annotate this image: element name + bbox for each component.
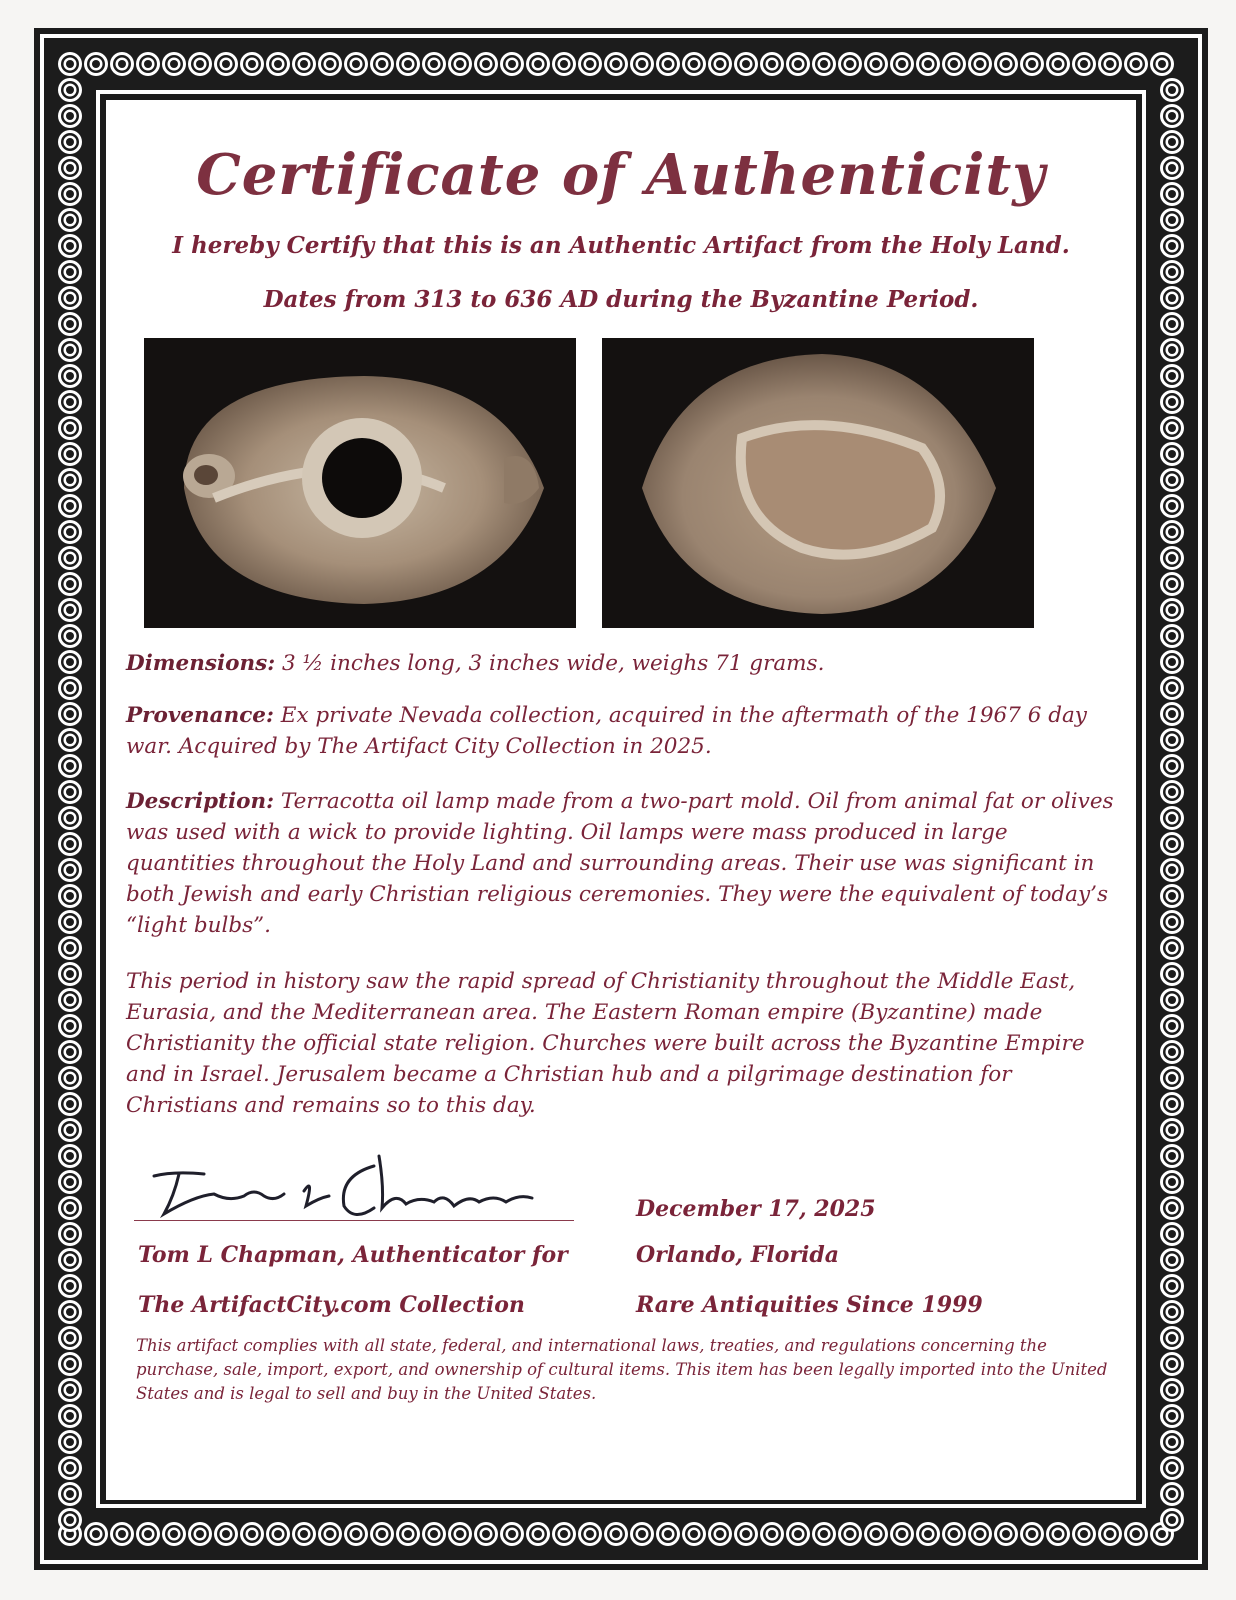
authenticator-line: Tom L Chapman, Authenticator for [138, 1242, 568, 1268]
provenance-text: Ex private Nevada collection, acquired in the aftermath of the 1967 6 day war. Acquired by The Artifact City Collection in 2025. [126, 703, 1087, 759]
collection-line: The ArtifactCity.com Collection [138, 1292, 525, 1318]
certify-statement: I hereby Certify that this is an Authentic Artifact from the Holy Land. [172, 232, 1070, 259]
handwritten-signature [134, 1136, 574, 1226]
certificate-panel [106, 100, 1136, 1500]
dimensions-text: 3 ½ inches long, 3 inches wide, weighs 71 grams. [282, 651, 825, 676]
description-label: Description: [126, 789, 275, 814]
dates-statement: Dates from 313 to 636 AD during the Byzantine Period. [263, 286, 979, 313]
dimensions-label: Dimensions: [126, 651, 276, 676]
certificate-date: December 17, 2025 [636, 1196, 876, 1222]
certificate-title: Certificate of Authenticity [196, 142, 1046, 208]
legal-disclaimer: This artifact complies with all state, federal, and international laws, treaties, and regulations concerning the purchase, sale, import, export, and ownership of cultural items. This item has been legally imported into the United States and is legal to sell and buy in the United States. [136, 1336, 1108, 1403]
tagline: Rare Antiquities Since 1999 [636, 1292, 983, 1318]
description-text: Terracotta oil lamp made from a two-part mold. Oil from animal fat or olives was used with a wick to provide lighting. Oil lamps were mass produced in large quantities throughout the Holy Land and surrounding areas. Their use was significant in both Jewish and early Christian religious ceremonies. They were the equivalent of today’s “light bulbs”. [126, 789, 1114, 938]
signature-line [134, 1220, 574, 1221]
dimensions-paragraph [126, 648, 1116, 679]
oil-lamp-bottom-photo [602, 338, 1034, 628]
provenance-label: Provenance: [126, 703, 274, 728]
provenance-paragraph [126, 700, 1116, 762]
oil-lamp-top-photo [144, 338, 576, 628]
history-paragraph: This period in history saw the rapid spread of Christianity throughout the Middle East, Eurasia, and the Mediterranean area. The Eastern Roman empire (Byzantine) made Christianity the official state religion. Churches were built across the Byzantine Empire and in Israel. Jerusalem became a Christian hub and a pilgrimage destination for Christians and remains so to this day. [126, 969, 1085, 1118]
certificate-location: Orlando, Florida [636, 1242, 839, 1268]
description-paragraph [126, 786, 1116, 941]
